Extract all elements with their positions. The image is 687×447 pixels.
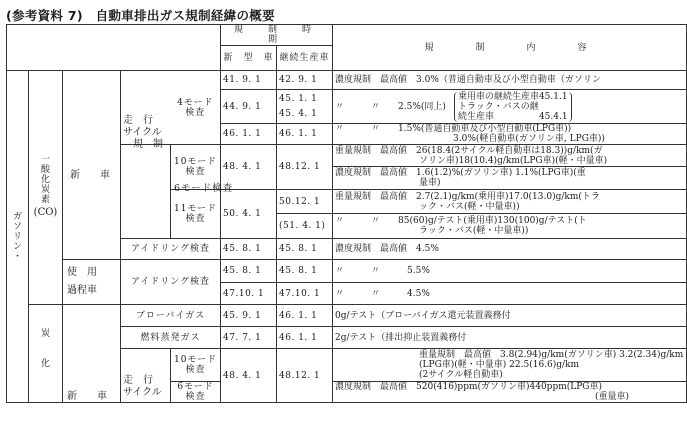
row6-continuing-date: (51. 4. 1) bbox=[277, 214, 333, 239]
row1-description: 〃 〃 2.5%(同上) 乗用車の継続生産車45.1.1 トラック・バスの継 続生産車 45.4.1 bbox=[333, 90, 687, 124]
hc-label: 炭 化 bbox=[29, 305, 63, 403]
header-blank-lower bbox=[7, 46, 221, 71]
header-regulation-period: 規 制 時 期 bbox=[221, 25, 333, 46]
row1-new-model-date: 44. 9. 1 bbox=[221, 90, 277, 124]
in-use-car-label: 使 用 過程車 bbox=[63, 260, 121, 305]
blowby-gas: ブローバイガス bbox=[121, 305, 221, 327]
row1-continuing-date: 45. 1. 1 45. 4. 1 bbox=[277, 90, 333, 124]
row5-continuing-date: 50.12. 1 bbox=[277, 190, 333, 214]
regulation-table bbox=[6, 24, 687, 403]
row12-new-model-date: 48. 4. 1 bbox=[221, 349, 277, 403]
row5-new-model-date: 50. 4. 1 bbox=[221, 190, 277, 239]
row8-description: 〃 〃 5.5% bbox=[333, 260, 687, 283]
co-six-mode-test: 6モード検査 bbox=[174, 183, 234, 194]
row3-new-model-date: 48. 4. 1 bbox=[221, 145, 277, 190]
row3-description: 重量規制 最高値 26(18.4(2サイクル軽自動車は18.3))g/km(ガ ソリン車)18(10.4)g/km(LPG車)(軽・中量車) bbox=[333, 145, 687, 167]
fuel-evaporation-gas: 燃料蒸発ガス bbox=[121, 327, 221, 349]
hc-ten-mode-test: 10モード検査 bbox=[171, 349, 221, 382]
row12-description: 重量規制 最高値 3.8(2.94)g/km(ガソリン車) 3.2(2.34)g/km (LPG車)(軽・中量車) 22.5(16.6)g/km (2サイクル軽自動車) bbox=[333, 349, 687, 382]
co-label: 一 酸 化 炭 素 (CO) bbox=[29, 71, 63, 305]
row9-new-model-date: 47.10. 1 bbox=[221, 283, 277, 305]
row10-new-model-date: 45. 9. 1 bbox=[221, 305, 277, 327]
row7-description: 濃度規制 最高値 4.5% bbox=[333, 239, 687, 260]
idling-test: アイドリング検査 bbox=[121, 239, 221, 260]
page-title: (参考資料 7) 自動車排出ガス規制経緯の概要 bbox=[6, 8, 275, 23]
row11-continuing-date: 46. 1. 1 bbox=[277, 327, 333, 349]
row8-continuing-date: 45. 8. 1 bbox=[277, 260, 333, 283]
row3-continuing-date: 48.12. 1 bbox=[277, 145, 333, 190]
new-car-top-blank bbox=[63, 71, 97, 239]
ten-mode-test: 10モード検査 bbox=[171, 145, 221, 190]
row2-continuing-date: 46. 1. 1 bbox=[277, 124, 333, 145]
co-new-car-label: 新 車 bbox=[70, 170, 110, 181]
row9-description: 〃 〃 4.5% bbox=[333, 283, 687, 305]
row0-new-model-date: 41. 9. 1 bbox=[221, 71, 277, 90]
row9-continuing-date: 47.10. 1 bbox=[277, 283, 333, 305]
hc-upper-blank bbox=[63, 305, 121, 349]
row0-description: 濃度規制 最高値 3.0%（普通自動車及び小型自動車（ガソリン bbox=[333, 71, 687, 90]
header-new-model: 新 型 車 bbox=[221, 46, 277, 71]
gasoline-label: ガ ソ リ ン ・ bbox=[7, 71, 29, 403]
row2-description: 〃 〃 1.5%(普通自動車及び小型自動車(LPG車)) 3.0%(軽自動車(ガソリン車, LPG車)) bbox=[333, 124, 687, 145]
row10-continuing-date: 46. 1. 1 bbox=[277, 305, 333, 327]
row10-description: 0g/テスト（ブローバイガス還元装置義務付 bbox=[333, 305, 687, 327]
row5-description: 重量規制 最高値 2.7(2.1)g/km(乗用車)17.0(13.0)g/km(トラ ック・バス(軽・中量車)) bbox=[333, 190, 687, 214]
row11-new-model-date: 47. 7. 1 bbox=[221, 327, 277, 349]
row6-description: 〃 〃 85(60)g/テスト(乗用車)130(100)g/テスト(ト ラック・バス(軽・中量車)) bbox=[333, 214, 687, 239]
row11-description: 2g/テスト（排出抑止装置義務付 bbox=[333, 327, 687, 349]
hc-new-car-label: 新 車 bbox=[63, 349, 121, 403]
row7-new-model-date: 45. 8. 1 bbox=[221, 239, 277, 260]
header-continuing-production: 継続生産車 bbox=[277, 46, 333, 71]
row7-continuing-date: 45. 8. 1 bbox=[277, 239, 333, 260]
four-mode-test: 4モード検査 bbox=[171, 71, 221, 145]
idling-blank bbox=[63, 239, 121, 260]
header-regulation-content: 規 制 内 容 bbox=[333, 25, 687, 71]
row4-description: 濃度規制 最高値 1.6(1.2)%(ガソリン車) 1.1%(LPG車)(重 量車) bbox=[333, 167, 687, 190]
header-blank bbox=[7, 25, 221, 46]
row12-continuing-date: 48.12. 1 bbox=[277, 349, 333, 403]
row13-description: 濃度規制 最高値 520(416)ppm(ガソリン車)440ppm(LPG車) (重量車) bbox=[333, 382, 687, 403]
row2-new-model-date: 46. 1. 1 bbox=[221, 124, 277, 145]
hc-six-mode-test: 6モード検査 bbox=[171, 382, 221, 403]
hc-running-cycle-label: 走 行 サイクル bbox=[121, 349, 171, 403]
row0-continuing-date: 42. 9. 1 bbox=[277, 71, 333, 90]
row8-new-model-date: 45. 8. 1 bbox=[221, 260, 277, 283]
running-cycle-label: 走 行 サイクル 規 制 bbox=[121, 145, 171, 239]
in-use-idling-test: アイドリング検査 bbox=[121, 260, 221, 305]
new-car-top-blank-2 bbox=[97, 71, 121, 239]
eleven-mode-test: 11モード検査 bbox=[171, 190, 221, 239]
